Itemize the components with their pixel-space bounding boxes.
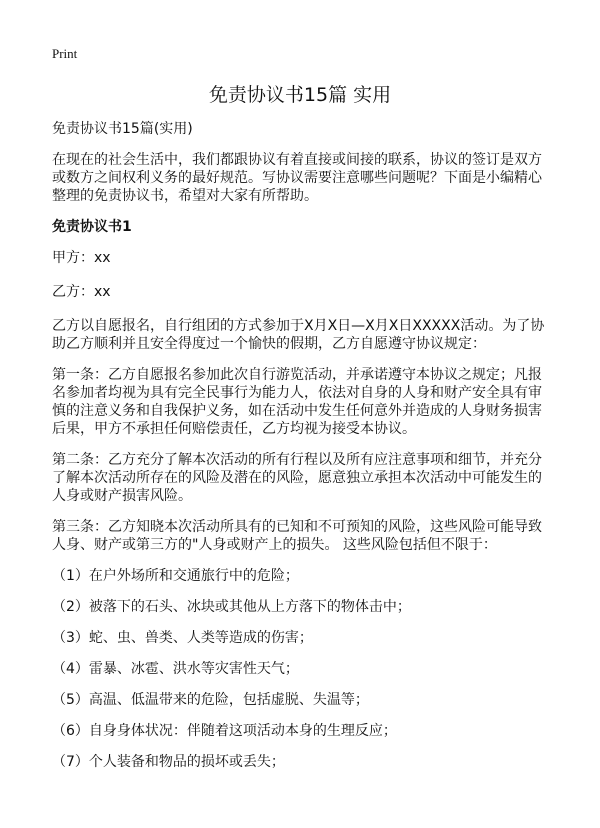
risk-item: （2）被落下的石头、冰块或其他从上方落下的物体击中； — [52, 599, 411, 615]
risk-item: （4）雷暴、冰雹、洪水等灾害性天气； — [52, 661, 299, 677]
print-link[interactable]: Print — [52, 46, 78, 61]
risk-item: （3）蛇、虫、兽类、人类等造成的伤害； — [52, 630, 313, 646]
risk-item: （6）自身身体状况：伴随着这项活动本身的生理反应； — [52, 723, 397, 739]
subtitle: 免责协议书15篇(实用) — [52, 121, 193, 137]
clause-1: 第一条：乙方自愿报名参加此次自行游览活动，并承诺遵守本协议之规定；凡报名参加者均视为具有完全民事行为能力人，依法对自身的人身和财产安全具有审慎的注意义务和自我保护义务，如在活动中发生任何意外并造成的人身财务损害后果，甲方不承担任何赔偿责任，乙方均视为接受本协议。 — [52, 367, 542, 437]
paragraph: 乙方以自愿报名，自行组团的方式参加于X月X日—X月X日XXXXX活动。为了协助乙方顺利并且安全得度过一个愉快的假期，乙方自愿遵守协议规定： — [52, 318, 545, 352]
clause-3: 第三条：乙方知晓本次活动所具有的已知和不可预知的风险，这些风险可能导致人身、财产或第三方的"人身或财产上的损失。 这些风险包括但不限于： — [52, 519, 542, 553]
intro-paragraph: 在现在的社会生活中，我们都跟协议有着直接或间接的联系，协议的签订是双方或数方之间权利义务的最好规范。写协议需要注意哪些问题呢？下面是小编精心整理的免责协议书，希望对大家有所帮助。 — [52, 152, 542, 204]
party-a: 甲方：xx — [52, 250, 111, 266]
document-title: 免责协议书15篇 实用 — [208, 84, 392, 106]
document-body — [52, 120, 552, 784]
risk-item: （5）高温、低温带来的危险，包括虚脱、失温等； — [52, 692, 369, 708]
risk-item: （1）在户外场所和交通旅行中的危险； — [52, 568, 299, 584]
section-heading: 免责协议书1 — [52, 219, 132, 235]
clause-2: 第二条：乙方充分了解本次活动的所有行程以及所有应注意事项和细节，并充分了解本次活动所存在的风险及潜在的风险，愿意独立承担本次活动中可能发生的人身或财产损害风险。 — [52, 452, 542, 504]
party-b: 乙方：xx — [52, 284, 111, 300]
risk-item: （7）个人装备和物品的损坏或丢失； — [52, 754, 285, 770]
